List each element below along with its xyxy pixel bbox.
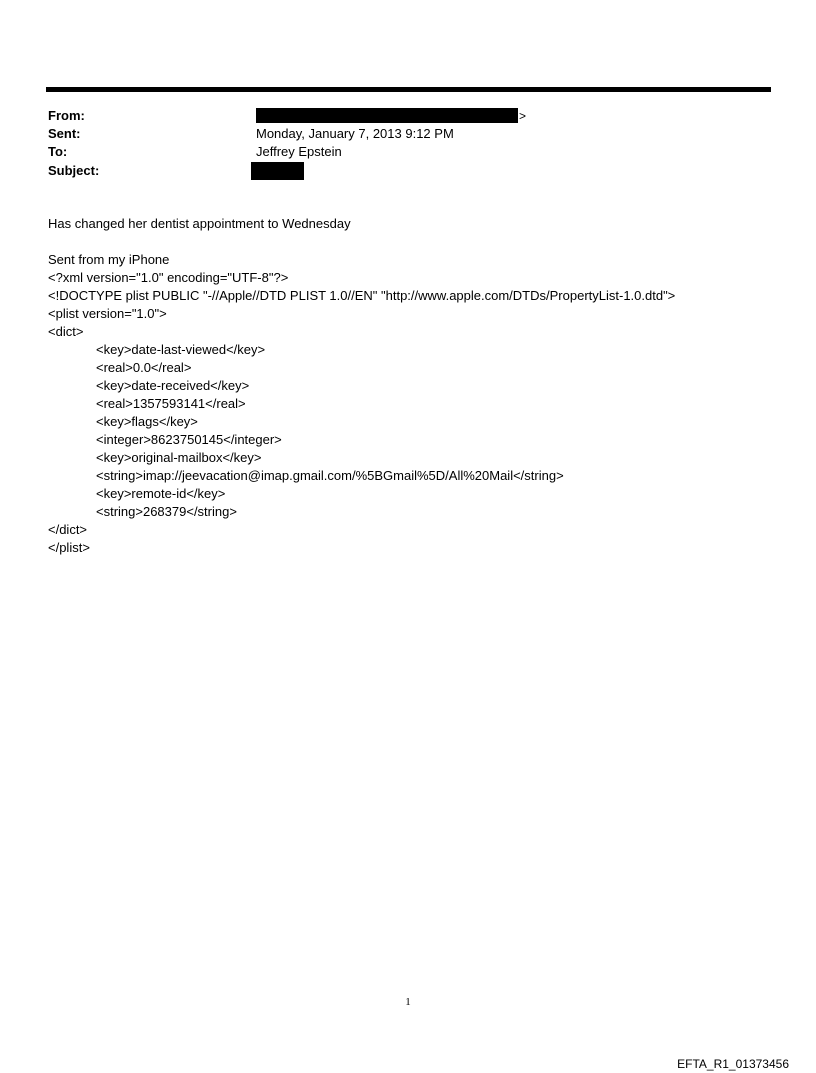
xml-line: <key>flags</key> [96,414,198,429]
from-row [48,107,748,125]
document-id: EFTA_R1_01373456 [677,1057,789,1071]
xml-line: <dict> [48,324,84,339]
subject-redaction [251,162,304,180]
top-rule [46,87,771,92]
xml-line: <string>imap://jeevacation@imap.gmail.com/%5BGmail%5D/All%20Mail</string> [96,468,564,483]
page-number: 1 [405,996,411,1008]
sent-value: Monday, January 7, 2013 9:12 PM [256,126,454,141]
xml-line: <key>date-last-viewed</key> [96,342,266,357]
xml-line: <key>remote-id</key> [96,486,226,501]
xml-line: <?xml version="1.0" encoding="UTF-8"?> [48,270,289,285]
xml-line: <integer>8623750145</integer> [96,432,282,447]
message-text: Has changed her dentist appointment to Wednesday [48,216,351,231]
xml-line: <real>1357593141</real> [96,396,246,411]
xml-line: <real>0.0</real> [96,360,192,375]
signature-text: Sent from my iPhone [48,252,170,267]
xml-line: <key>original-mailbox</key> [96,450,262,465]
xml-line: <plist version="1.0"> [48,306,167,321]
from-suffix: > [519,109,527,123]
from-value [256,107,526,125]
xml-line: </dict> [48,522,88,537]
xml-line: <string>268379</string> [96,504,237,519]
subject-row [48,162,748,180]
to-label: To: [48,144,68,159]
subject-label: Subject: [48,163,100,178]
xml-line: <key>date-received</key> [96,378,250,393]
xml-line: <!DOCTYPE plist PUBLIC "-//Apple//DTD PLIST 1.0//EN" "http://www.apple.com/DTDs/PropertyList-1.0.dtd"> [48,288,676,303]
to-row [48,143,748,161]
sent-row [48,125,748,143]
to-value: Jeffrey Epstein [256,144,342,159]
from-label: From: [48,108,85,123]
subject-value [256,162,304,180]
from-redaction [256,108,518,123]
sent-label: Sent: [48,126,81,141]
xml-line: </plist> [48,540,90,555]
